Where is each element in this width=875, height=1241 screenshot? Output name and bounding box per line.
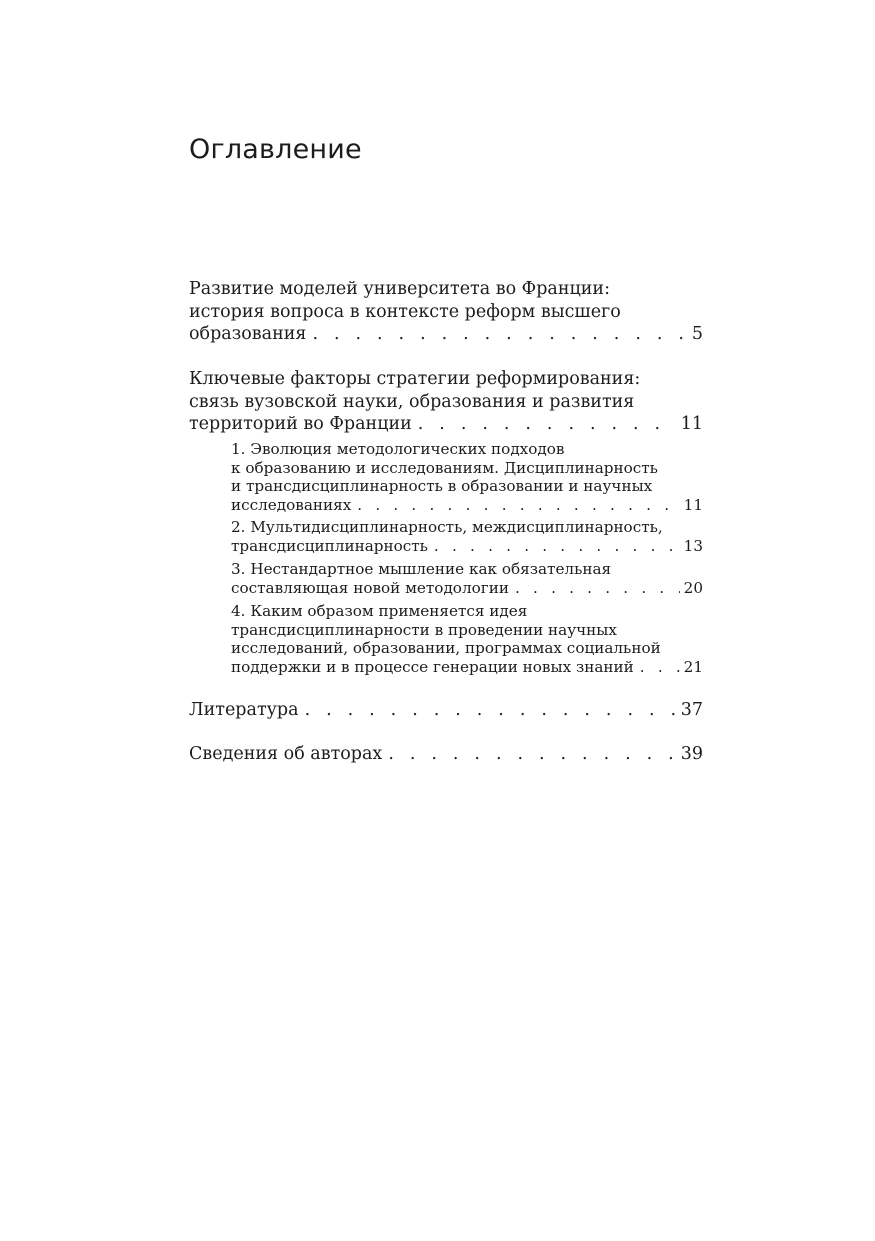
toc-entry-text: исследованиях — [231, 495, 352, 514]
toc-entry-text: Развитие моделей университета во Франции: — [189, 279, 610, 299]
dot-leader — [357, 496, 679, 515]
page-number: 21 — [683, 657, 703, 676]
page-number: 37 — [680, 700, 703, 720]
toc-entry-text: Ключевые факторы стратегии реформирования: — [189, 369, 641, 389]
page-number: 13 — [683, 536, 703, 555]
toc-subentry-transdisciplinarity-application[interactable] — [231, 602, 703, 676]
toc-entry-text: составляющая новой методологии — [231, 578, 509, 597]
toc-entry-text: 2. Мультидисциплинарность, междисциплинарность, — [231, 518, 663, 536]
toc-entry-text: трансдисциплинарности в проведении научных — [231, 620, 617, 639]
toc-entry-text: трансдисциплинарность — [231, 536, 428, 555]
page-number: 20 — [683, 578, 703, 597]
toc-entry-text: поддержки и в процессе генерации новых знаний — [231, 657, 634, 676]
toc-entry-text: Сведения об авторах — [189, 744, 383, 764]
page-number: 11 — [683, 495, 703, 514]
dot-leader — [640, 658, 680, 677]
toc-entry-text: история вопроса в контексте реформ высшего — [189, 301, 621, 322]
dot-leader — [305, 699, 677, 722]
toc-entry-text: и трансдисциплинарность в образовании и научных — [231, 477, 653, 495]
page-number: 5 — [691, 324, 703, 344]
dot-leader — [515, 579, 680, 598]
toc-entry-text: Литература — [189, 700, 299, 720]
toc-entry-text: образования — [189, 324, 307, 344]
toc-entry-literature[interactable] — [189, 699, 703, 722]
toc-entry-reform-factors[interactable] — [189, 368, 703, 436]
dot-leader — [388, 743, 676, 766]
toc-subentry-multidisciplinarity[interactable] — [231, 518, 703, 555]
dot-leader — [418, 413, 677, 436]
toc-entry-text: 3. Нестандартное мышление как обязательная — [231, 560, 612, 578]
page-number: 39 — [680, 744, 703, 764]
toc-entry-text: связь вузовской науки, образования и развития — [189, 391, 635, 412]
toc-entry-text: исследований, образовании, программах социальной — [231, 639, 661, 657]
page-title: Оглавление — [189, 134, 362, 165]
toc-entry-authors[interactable] — [189, 743, 703, 766]
toc-entry-text: к образованию и исследованиям. Дисциплинарность — [231, 458, 658, 477]
page-number: 11 — [680, 414, 703, 434]
toc-subentry-methodology-evolution[interactable] — [231, 440, 703, 514]
toc-entry-text: 4. Каким образом применяется идея — [231, 602, 528, 620]
toc-entry-text: 1. Эволюция методологических подходов — [231, 440, 565, 458]
toc-subentry-nonstandard-thinking[interactable] — [231, 560, 703, 597]
dot-leader — [434, 537, 680, 556]
dot-leader — [312, 323, 687, 346]
toc-entry-text: территорий во Франции — [189, 414, 412, 434]
toc-entry-university-models[interactable] — [189, 278, 703, 346]
